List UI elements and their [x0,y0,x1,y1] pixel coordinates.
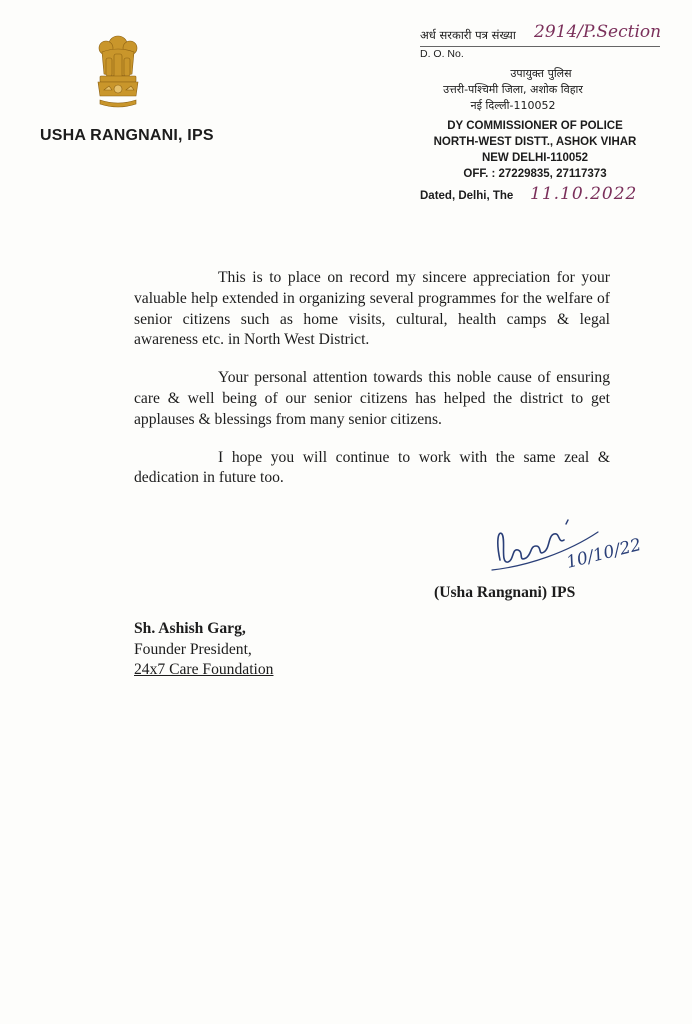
do-label-hindi: अर्ध सरकारी पत्र संख्या [420,28,516,42]
handwritten-signature [488,512,658,582]
body-paragraph: I hope you will continue to work with the same zeal & dedication in future too. [134,448,610,487]
english-line: OFF. : 27229835, 27117373 [463,168,607,180]
body-paragraph: This is to place on record my sincere appreciation for your valuable help extended in organizing several programmes for the welfare of senior citizens such as home visits, cultural, health camps & legal awareness etc. in North West District. [134,269,610,349]
sender-name: USHA RANGNANI, IPS [40,127,214,144]
english-line: DY COMMISSIONER OF POLICE [447,120,623,132]
signature-date: 10/10/22 [564,534,644,573]
hindi-line: नई दिल्ली-110052 [470,99,556,112]
hindi-address [420,66,606,114]
do-underline [420,46,660,47]
national-emblem-icon [92,34,144,116]
english-address [420,118,650,182]
body-paragraph: Your personal attention towards this noble cause of ensuring care & well being of our senior citizens has helped the district to get applauses & blessings from many senior citizens. [134,369,610,428]
recipient-block [134,619,273,681]
hindi-line: उपायुक्त पुलिस [510,67,572,80]
hindi-line: उत्तरी-पश्चिमी जिला, अशोक विहार [443,83,583,96]
do-label: D. O. No. [420,48,464,60]
letter-body [134,268,610,506]
letterhead-block [420,22,680,204]
recipient-organization: 24x7 Care Foundation [134,661,274,678]
english-line: NORTH-WEST DISTT., ASHOK VIHAR [433,136,637,148]
do-number-handwritten: 2914/P.Section [534,22,662,42]
english-line: NEW DELHI-110052 [481,152,589,164]
do-line [420,22,680,46]
recipient-title: Founder President, [134,640,252,658]
dated-label: Dated, Delhi, The [420,190,514,202]
recipient-name: Sh. Ashish Garg, [134,620,246,637]
signoff-name: (Usha Rangnani) IPS [434,584,576,601]
date-handwritten: 11.10.2022 [530,184,638,204]
